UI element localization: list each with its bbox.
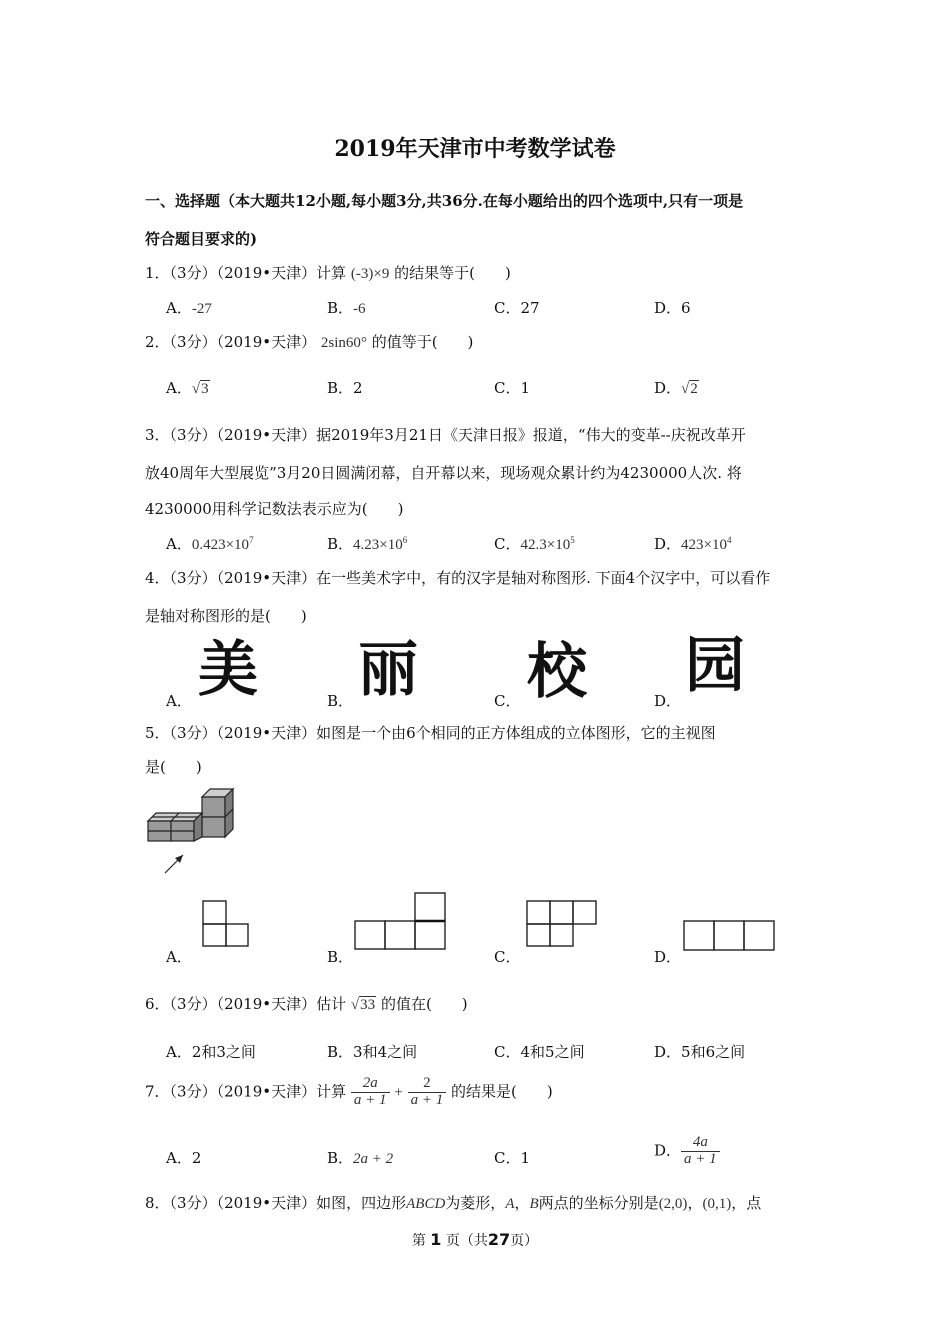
q1-option-b: B．-6: [327, 299, 366, 317]
q6-option-c: C．4和5之间: [494, 1043, 585, 1061]
q5-option-b-shape: [354, 892, 447, 952]
question-4-line2: 是轴对称图形的是( ): [145, 607, 307, 625]
question-6: 6．（3分）（2019•天津）估计 √33 的值在( ): [145, 995, 468, 1013]
section-heading-cont: 符合题目要求的): [145, 230, 258, 248]
q5-option-d-shape: [683, 920, 775, 952]
question-5-line2: 是( ): [145, 758, 202, 776]
question-3-line3: 4230000用科学记数法表示应为( ): [145, 500, 404, 518]
page-footer: 第 1 页（共27页）: [411, 1230, 539, 1249]
q5-option-b-label: B．: [327, 948, 354, 966]
question-1: 1．（3分）（2019•天津）计算 (-3)×9 的结果等于( ): [145, 264, 511, 282]
q5-option-a-label: A．: [166, 948, 192, 966]
q6-option-d: D．5和6之间: [654, 1043, 746, 1061]
q2-option-d: D．√2: [654, 379, 698, 397]
q2-option-c: C．1: [494, 379, 531, 397]
q7-option-b: B．2a + 2: [327, 1149, 394, 1167]
q1-option-a: A．-27: [166, 299, 212, 317]
q2-option-b: B．2: [327, 379, 363, 397]
q3-option-c: C．$42.3\times 10^5$: [494, 535, 575, 553]
q1-option-d: D．6: [654, 299, 691, 317]
cube-figure: [145, 785, 240, 877]
question-5: 5．（3分）（2019•天津）如图是一个由6个相同的正方体组成的立体图形，它的主视图: [145, 724, 716, 742]
q4-char-xiao: 校: [527, 637, 587, 707]
question-2: 2．（3分）（2019•天津） 2sin60° 的值等于( ): [145, 333, 474, 351]
q5-option-c-label: C．: [494, 948, 521, 966]
q4-option-a-label: A．: [166, 692, 192, 710]
q3-option-a: A．$0.423\times 10^7$: [166, 535, 254, 553]
q7-option-a: A．2: [166, 1149, 202, 1167]
question-4: 4．（3分）（2019•天津）在一些美术字中，有的汉字是轴对称图形. 下面4个汉字中，可以看作: [145, 569, 771, 587]
q4-char-mei: 美: [198, 635, 258, 705]
q3-option-d: D．$423\times 10^4$: [654, 535, 732, 553]
question-3: 3．（3分）（2019•天津）据2019年3月21日《天津日报》报道，“伟大的变革--庆祝改革开: [145, 426, 746, 444]
page-title: 2019年天津市中考数学试卷: [334, 136, 616, 162]
q4-char-yuan: 园: [685, 631, 745, 701]
q6-option-b: B．3和4之间: [327, 1043, 418, 1061]
question-prefix: （3分）（2019•天津）: [169, 264, 317, 282]
q3-option-b: B．$4.23\times 10^6$: [327, 535, 408, 553]
question-3-line2: 放40周年大型展览”3月20日圆满闭幕，自开幕以来，现场观众累计约为4230000人次. 将: [145, 464, 742, 482]
q5-option-c-shape: [526, 900, 598, 948]
q1-option-c: C．27: [494, 299, 540, 317]
q6-option-a: A．2和3之间: [166, 1043, 256, 1061]
q4-option-b-label: B．: [327, 692, 354, 710]
q5-option-a-shape: [202, 900, 250, 948]
q7-option-c: C．1: [494, 1149, 531, 1167]
q4-option-c-label: C．: [494, 692, 521, 710]
q7-option-d: D． $\frac{4a}{a + 1}$: [654, 1135, 720, 1168]
q4-char-li: 丽: [358, 635, 418, 705]
section-heading: 一、选择题（本大题共12小题,每小题3分,共36分.在每小题给出的四个选项中,只有一项是: [145, 192, 744, 210]
q4-option-d-label: D．: [654, 692, 682, 710]
q5-option-d-label: D．: [654, 948, 682, 966]
question-7: 7．（3分）（2019•天津）计算 $\frac{2a}{a + 1}$ + $\frac{2}{a + 1}$ 的结果是( ): [145, 1075, 553, 1108]
q2-option-a: A．√3: [166, 379, 209, 397]
question-8: 8．（3分）（2019•天津）如图，四边形ABCD为菱形，A，B两点的坐标分别是(2,0)，(0,1)，点: [145, 1194, 762, 1212]
